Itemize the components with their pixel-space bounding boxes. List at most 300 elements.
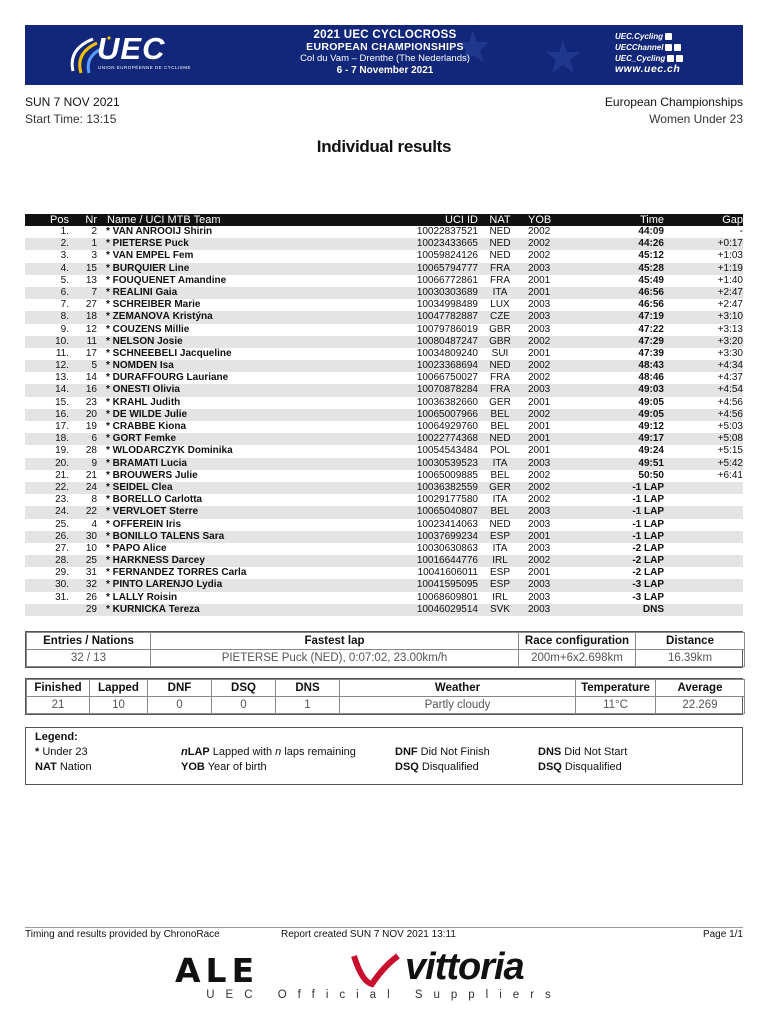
cell-uci: 10065007966 — [416, 408, 478, 420]
cell-nat: ITA — [492, 542, 508, 554]
table-row — [25, 470, 743, 482]
cell-time: 49:05 — [638, 396, 664, 408]
cell-uci: 10022774368 — [416, 433, 478, 445]
cell-uci: 10080487247 — [416, 335, 478, 347]
cell-pos: 16. — [55, 408, 69, 420]
cell-nat: FRA — [490, 274, 510, 286]
cell-gap — [664, 592, 743, 604]
table-row — [25, 567, 743, 579]
cell-nr: 14 — [85, 372, 97, 384]
cell-nat: BEL — [490, 421, 510, 432]
cell-yob: 2003 — [528, 323, 551, 335]
cell-nr: 3 — [91, 250, 97, 262]
cell-yob: 2003 — [528, 457, 551, 469]
cell-name: * DE WILDE Julie — [106, 408, 188, 420]
cell-time: 50:50 — [638, 469, 664, 481]
cell-uci: 10079786019 — [416, 323, 478, 335]
cell-nr: 2 — [91, 226, 97, 237]
cell-yob: 2001 — [528, 567, 551, 579]
cell-uci: 10065794777 — [416, 262, 478, 274]
table-row — [25, 421, 743, 433]
cell-time: 49:12 — [638, 421, 664, 432]
cell-nat: NED — [489, 238, 511, 250]
weather-value: Partly cloudy — [340, 697, 576, 714]
legend-u23: * Under 23 — [35, 746, 88, 758]
cell-yob: 2001 — [528, 347, 551, 359]
cell-nr: 9 — [91, 457, 97, 469]
legend-title: Legend: — [35, 731, 78, 743]
cell-uci: 10066772861 — [416, 274, 478, 286]
cell-yob: 2002 — [528, 555, 551, 567]
cell-yob: 2002 — [528, 250, 551, 262]
event-name: European Championships — [604, 95, 743, 109]
cell-name: * BROUWERS Julie — [106, 469, 198, 481]
race-stats-table — [25, 678, 743, 715]
col-nr: Nr — [85, 214, 97, 226]
cell-pos: 31. — [55, 591, 69, 603]
cell-uci: 10070878284 — [416, 384, 478, 396]
cell-name: * BURQUIER Line — [106, 262, 190, 274]
cell-name: * SCHREIBER Marie — [106, 299, 201, 311]
dnf-heading: DNF — [148, 680, 212, 697]
cell-time: DNS — [642, 603, 664, 615]
cell-pos: 23. — [55, 494, 69, 506]
table-row — [25, 579, 743, 591]
cell-pos: 7. — [60, 299, 69, 311]
cell-nr: 6 — [91, 433, 97, 445]
table-row — [25, 397, 743, 409]
cell-nat: SVK — [489, 603, 510, 615]
cell-gap: +4:54 — [717, 384, 743, 396]
cell-nat: ITA — [492, 457, 508, 469]
cell-gap — [664, 555, 743, 567]
cell-uci: 10065009885 — [416, 469, 478, 481]
dns-heading: DNS — [276, 680, 340, 697]
cell-uci: 10022837521 — [416, 226, 478, 237]
cell-time: 44:26 — [638, 238, 664, 250]
cell-pos: 2. — [60, 238, 69, 250]
temperature-value: 11°C — [576, 697, 656, 714]
cell-name: * VERVLOET Sterre — [106, 506, 199, 518]
cell-name: * BRAMATI Lucia — [106, 457, 187, 469]
cell-pos: 10. — [55, 335, 69, 347]
cell-time: 49:05 — [638, 408, 664, 420]
cell-uci: 10016644776 — [416, 555, 478, 567]
cell-gap: +3:10 — [717, 311, 743, 323]
cell-yob: 2003 — [528, 262, 551, 274]
dnf-value: 0 — [148, 697, 212, 714]
cell-pos: 24. — [55, 506, 69, 518]
cell-time: 49:51 — [638, 457, 664, 469]
dsq-heading: DSQ — [212, 680, 276, 697]
cell-uci: 10041595095 — [416, 579, 478, 591]
cell-pos: 29. — [55, 567, 69, 579]
cell-uci: 10037699234 — [416, 530, 478, 542]
vittoria-logo: vittoria — [405, 946, 524, 988]
cell-pos: 22. — [55, 481, 69, 493]
race-config-value: 200m+6x2.698km — [519, 650, 636, 667]
cell-name: * GORT Femke — [106, 433, 177, 445]
table-row — [25, 604, 743, 616]
cell-time: -1 LAP — [632, 506, 664, 518]
col-pos: Pos — [50, 214, 69, 226]
cell-pos: 25. — [55, 518, 69, 530]
cell-nat: ITA — [492, 494, 508, 506]
cell-pos: 19. — [55, 445, 69, 457]
banner-line4: 6 - 7 November 2021 — [336, 64, 434, 76]
cell-name: * CRABBÉ Kiona — [106, 421, 187, 432]
cell-nat: FRA — [490, 262, 510, 274]
cell-gap: +1:40 — [717, 274, 743, 286]
cell-name: * REALINI Gaia — [106, 286, 178, 298]
results-table — [25, 214, 743, 616]
cell-time: 47:29 — [638, 335, 664, 347]
col-nat: NAT — [489, 214, 511, 226]
cell-uci: 10034809240 — [416, 347, 478, 359]
cell-nr: 30 — [85, 530, 97, 542]
cell-gap: +1:03 — [717, 250, 743, 262]
cell-uci: 10068609801 — [416, 591, 478, 603]
cell-yob: 2003 — [528, 506, 551, 518]
legend — [25, 727, 743, 785]
cell-nr: 27 — [85, 299, 97, 311]
cell-nr: 29 — [85, 603, 97, 615]
distance-heading: Distance — [636, 633, 745, 650]
cell-name: * FERNANDEZ TORRES Carla — [106, 567, 247, 579]
cell-time: 45:49 — [638, 274, 664, 286]
social-links — [615, 31, 683, 75]
cell-uci: 10023368694 — [416, 360, 478, 372]
finished-heading: Finished — [27, 680, 90, 697]
cell-gap: +5:42 — [717, 457, 743, 469]
cell-uci: 10023433665 — [416, 238, 478, 250]
cell-nr: 23 — [85, 396, 97, 408]
cell-uci: 10064929760 — [416, 421, 478, 432]
cell-uci: 10041606011 — [417, 567, 478, 579]
table-row — [25, 299, 743, 311]
results-table-body — [25, 226, 743, 616]
cell-name: * SEIDEL Clea — [106, 481, 173, 493]
cell-time: 47:19 — [638, 311, 664, 323]
cell-yob: 2003 — [528, 384, 551, 396]
cell-nat: POL — [489, 445, 510, 457]
cell-nr: 28 — [85, 445, 97, 457]
cell-time: -1 LAP — [632, 481, 664, 493]
start-time: Start Time: 13:15 — [25, 112, 117, 126]
cell-yob: 2001 — [528, 445, 551, 457]
table-row — [25, 409, 743, 421]
cell-uci: 10030303689 — [416, 286, 478, 298]
cell-yob: 2003 — [528, 311, 551, 323]
entries-value: 32 / 13 — [27, 650, 151, 667]
table-row — [25, 275, 743, 287]
legend-dnf: DNF Did Not Finish — [395, 746, 490, 758]
vittoria-mark-icon — [350, 952, 400, 988]
cell-nr: 22 — [85, 506, 97, 518]
cell-nat: GER — [489, 396, 511, 408]
cell-uci: 10030630863 — [416, 542, 478, 554]
legend-lap: nLAP Lapped with n laps remaining — [181, 746, 356, 758]
cell-name: * WLODARCZYK Dominika — [106, 445, 233, 457]
cell-gap: +5:03 — [717, 421, 743, 432]
cell-yob: 2002 — [528, 360, 551, 372]
cell-yob: 2001 — [528, 286, 551, 298]
cell-pos — [25, 604, 69, 616]
cell-pos: 12. — [55, 360, 69, 372]
cell-nat: IRL — [492, 591, 508, 603]
legend-dsq: DSQ Disqualified — [395, 761, 479, 773]
cell-nr: 8 — [91, 494, 97, 506]
banner-line2: EUROPEAN CHAMPIONSHIPS — [306, 40, 464, 53]
cell-uci: 10054543484 — [416, 445, 478, 457]
suppliers-caption: UEC Official Suppliers — [206, 989, 562, 1001]
cell-yob: 2001 — [528, 530, 551, 542]
cell-time: 48:43 — [638, 360, 664, 372]
page-footer — [25, 927, 743, 940]
cell-gap: +3:20 — [717, 335, 743, 347]
distance-value: 16.39km — [636, 650, 745, 667]
cell-time: 45:12 — [638, 250, 664, 262]
results-table-header — [25, 214, 743, 226]
cell-time: 47:22 — [638, 323, 664, 335]
cell-uci: 10059824126 — [416, 250, 478, 262]
dailymotion-icon — [674, 44, 681, 51]
cell-time: 49:24 — [638, 445, 664, 457]
cell-name: * VAN ANROOIJ Shirin — [106, 226, 213, 237]
cell-pos: 21. — [55, 469, 69, 481]
cell-nr: 10 — [85, 542, 97, 554]
banner-title — [255, 30, 515, 76]
cell-gap: +3:13 — [717, 323, 743, 335]
cell-uci: 10030539523 — [416, 457, 478, 469]
col-name: Name / UCI MTB Team — [107, 214, 221, 226]
fastest-lap-value: PIETERSE Puck (NED), 0:07:02, 23.00km/h — [151, 650, 519, 667]
cell-gap — [664, 506, 743, 518]
cell-yob: 2002 — [528, 494, 551, 506]
lapped-value: 10 — [90, 697, 148, 714]
cell-gap — [664, 531, 743, 543]
cell-gap: +4:56 — [717, 408, 743, 420]
cell-time: 48:46 — [638, 372, 664, 384]
cell-gap: +2:47 — [717, 299, 743, 311]
cell-nr: 11 — [86, 335, 97, 347]
youtube-icon — [665, 44, 672, 51]
cell-nr: 26 — [85, 591, 97, 603]
cell-name: * NELSON Josie — [106, 335, 183, 347]
cell-name: * KURNICKÁ Tereza — [106, 603, 200, 615]
cell-gap: +5:08 — [717, 433, 743, 445]
cell-gap: +2:47 — [717, 286, 743, 298]
cell-nr: 15 — [85, 262, 97, 274]
cell-nr: 32 — [85, 579, 97, 591]
cell-nr: 13 — [85, 274, 97, 286]
cell-name: * OFFEREIN Iris — [106, 518, 182, 530]
cell-nr: 25 — [85, 555, 97, 567]
cell-pos: 26. — [55, 530, 69, 542]
cell-pos: 13. — [55, 372, 69, 384]
cell-yob: 2001 — [528, 396, 551, 408]
cell-gap: +0:17 — [717, 238, 743, 250]
table-row — [25, 445, 743, 457]
cell-time: 44:09 — [638, 226, 664, 237]
social-twitter[interactable]: UEC_Cycling — [615, 53, 683, 64]
cell-yob: 2002 — [528, 408, 551, 420]
table-row — [25, 250, 743, 262]
table-row — [25, 311, 743, 323]
table-row — [25, 263, 743, 275]
website-link[interactable]: www.uec.ch — [615, 63, 681, 75]
cell-yob: 2003 — [528, 299, 551, 311]
cell-nat: ESP — [489, 567, 510, 579]
table-row — [25, 506, 743, 518]
cell-name: * FOUQUENET Amandine — [106, 274, 227, 286]
table-row — [25, 348, 743, 360]
cell-uci: 10047782887 — [416, 311, 478, 323]
cell-yob: 2002 — [528, 238, 551, 250]
cell-nr: 17 — [85, 347, 97, 359]
table-row — [25, 482, 743, 494]
cell-yob: 2003 — [528, 603, 551, 615]
cell-time: -1 LAP — [632, 494, 664, 506]
cell-name: * ONESTI Olivia — [106, 384, 180, 396]
cell-nat: ITA — [492, 286, 508, 298]
cell-gap: +5:15 — [717, 445, 743, 457]
fastest-lap-heading: Fastest lap — [151, 633, 519, 650]
ale-logo: ALE — [175, 951, 260, 990]
cell-nat: GBR — [489, 335, 511, 347]
cell-uci: 10036382660 — [416, 396, 478, 408]
table-row — [25, 384, 743, 396]
cell-name: * PINTO LARENJO Lydia — [106, 579, 223, 591]
table-row — [25, 555, 743, 567]
cell-time: 46:56 — [638, 299, 664, 311]
cell-nat: NED — [489, 226, 511, 237]
cell-time: -2 LAP — [632, 567, 664, 579]
cell-nr: 21 — [85, 469, 97, 481]
table-row — [25, 372, 743, 384]
cell-pos: 9. — [60, 323, 69, 335]
cell-nat: NED — [489, 250, 511, 262]
cell-nat: ESP — [489, 579, 510, 591]
header-banner — [25, 25, 743, 85]
cell-nat: ESP — [489, 530, 510, 542]
col-yob: YOB — [528, 214, 552, 226]
cell-yob: 2001 — [528, 433, 551, 445]
cell-name: * PAPO Alice — [106, 542, 167, 554]
table-row — [25, 324, 743, 336]
logo-subtext: UNION EUROPÉENNE DE CYCLISME — [98, 65, 192, 70]
cell-name: * VAN EMPEL Fem — [106, 250, 194, 262]
col-uci-id: UCI ID — [445, 214, 478, 226]
col-time: Time — [639, 214, 664, 226]
table-row — [25, 458, 743, 470]
cell-time: -2 LAP — [632, 555, 664, 567]
legend-yob: YOB Year of birth — [181, 761, 267, 773]
cell-time: 49:17 — [638, 433, 664, 445]
cell-nat: FRA — [490, 372, 510, 384]
cell-nr: 18 — [85, 311, 97, 323]
lapped-heading: Lapped — [90, 680, 148, 697]
cell-yob: 2002 — [528, 481, 551, 493]
cell-uci: 10066750027 — [416, 372, 478, 384]
page-number: Page 1/1 — [702, 929, 743, 940]
cell-gap: +6:41 — [717, 469, 743, 481]
cell-gap — [664, 482, 743, 494]
race-category: Women Under 23 — [649, 112, 743, 126]
col-gap: Gap — [722, 214, 743, 226]
social-facebook[interactable]: UEC.Cycling — [615, 31, 683, 42]
table-row — [25, 592, 743, 604]
table-row — [25, 238, 743, 250]
average-heading: Average — [656, 680, 745, 697]
cell-nat: FRA — [490, 384, 510, 396]
cell-gap: +4:34 — [717, 360, 743, 372]
cell-nat: NED — [489, 360, 511, 372]
cell-name: * LALLY Roisin — [106, 591, 178, 603]
cell-time: -1 LAP — [632, 518, 664, 530]
cell-gap — [664, 519, 743, 531]
cell-pos: 14. — [55, 384, 69, 396]
cell-nr: 16 — [85, 384, 97, 396]
cell-pos: 1. — [60, 226, 69, 237]
cell-uci: 10029177580 — [416, 494, 478, 506]
cell-time: 49:03 — [638, 384, 664, 396]
cell-gap: +1:19 — [717, 262, 743, 274]
cell-nat: NED — [489, 433, 511, 445]
cell-pos: 28. — [55, 555, 69, 567]
cell-name: * NOMDEN Isa — [106, 360, 174, 372]
cell-pos: 27. — [55, 542, 69, 554]
cell-time: 46:56 — [638, 286, 664, 298]
cell-uci: 10046029514 — [416, 603, 478, 615]
cell-name: * DURAFFOURG Lauriane — [106, 372, 229, 384]
cell-nat: SUI — [491, 347, 509, 359]
cell-time: -1 LAP — [632, 530, 664, 542]
cell-nat: GBR — [489, 323, 511, 335]
cell-gap: +4:37 — [717, 372, 743, 384]
dns-value: 1 — [276, 697, 340, 714]
cell-gap — [664, 604, 743, 616]
twitter-icon — [667, 55, 674, 62]
cell-name: * HARKNESS Darcey — [106, 555, 205, 567]
cell-uci: 10023414063 — [416, 518, 478, 530]
cell-gap — [664, 567, 743, 579]
cell-gap — [664, 579, 743, 591]
cell-nr: 24 — [85, 481, 97, 493]
cell-yob: 2001 — [528, 421, 551, 432]
cell-yob: 2002 — [528, 469, 551, 481]
sponsors — [0, 946, 768, 1016]
cell-pos: 18. — [55, 433, 69, 445]
cell-nr: 12 — [85, 323, 97, 335]
table-row — [25, 360, 743, 372]
cell-pos: 8. — [60, 311, 69, 323]
cell-nr: 7 — [91, 286, 97, 298]
legend-nat: NAT Nation — [35, 761, 92, 773]
legend-dns: DNS Did Not Start — [538, 746, 628, 758]
cell-gap: +3:30 — [717, 347, 743, 359]
cell-name: * BONILLO TALENS Sara — [106, 530, 225, 542]
cell-nat: BEL — [490, 408, 510, 420]
timing-credit: Timing and results provided by ChronoRace — [25, 929, 220, 940]
cell-nr: 1 — [91, 238, 97, 250]
weather-heading: Weather — [340, 680, 576, 697]
cell-uci: 10036382559 — [416, 481, 478, 493]
cell-gap: - — [739, 226, 743, 237]
entries-heading: Entries / Nations — [27, 633, 151, 650]
social-youtube[interactable]: UECChannel — [615, 42, 683, 53]
cell-uci: 10065040807 — [416, 506, 478, 518]
